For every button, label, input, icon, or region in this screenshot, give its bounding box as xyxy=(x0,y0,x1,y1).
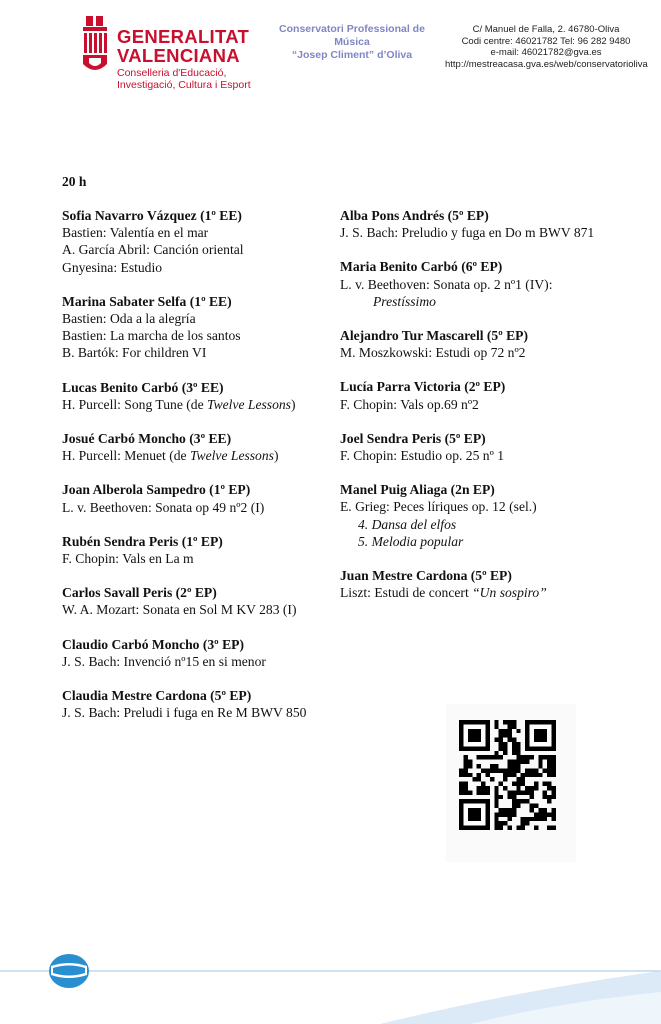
qr-code-icon[interactable] xyxy=(459,720,556,830)
program-entry xyxy=(340,327,630,361)
piece: Bastien: Oda a la alegría xyxy=(62,311,196,327)
piece: L. v. Beethoven: Sonata op. 2 nº1 (IV): xyxy=(340,276,553,292)
piece: H. Purcell: Menuet (de Twelve Lessons) xyxy=(62,448,279,464)
performer-name: Joan Alberola Sampedro (1º EP) xyxy=(62,482,251,498)
piece: H. Purcell: Song Tune (de Twelve Lessons) xyxy=(62,396,296,412)
performer-name: Rubén Sendra Peris (1º EP) xyxy=(62,533,223,549)
program-entry xyxy=(340,207,630,241)
performer-name: Juan Mestre Cardona (5º EP) xyxy=(340,568,512,584)
piece-movement: 5. Melodia popular xyxy=(358,533,464,549)
performer-name: Carlos Savall Peris (2º EP) xyxy=(62,585,217,601)
piece: Gnyesina: Estudio xyxy=(62,259,163,275)
performer-name: Lucía Parra Victoria (2º EP) xyxy=(340,379,506,395)
program-left-column xyxy=(62,207,334,738)
piece: J. S. Bach: Invenció nº15 en si menor xyxy=(62,653,266,669)
piece: J. S. Bach: Preludi i fuga en Re M BWV 850 xyxy=(62,705,307,721)
department-name: Conselleria d'Educació, Investigació, Cultura i Esport xyxy=(117,67,251,91)
program-entry xyxy=(62,430,334,464)
piece: F. Chopin: Estudio op. 25 nº 1 xyxy=(340,448,505,464)
performer-name: Claudio Carbó Moncho (3º EP) xyxy=(62,636,244,652)
piece: W. A. Mozart: Sonata en Sol M KV 283 (I) xyxy=(62,602,297,618)
program-entry xyxy=(340,258,630,310)
concert-time: 20 h xyxy=(62,174,87,189)
org-name: GENERALITAT VALENCIANA xyxy=(117,26,250,66)
footer-oval-logo-icon xyxy=(49,954,89,988)
piece: F. Chopin: Vals op.69 nº2 xyxy=(340,396,479,412)
program-right-column xyxy=(340,207,630,618)
program-entry xyxy=(62,533,334,567)
piece: A. García Abril: Canción oriental xyxy=(62,242,244,258)
generalitat-logo-icon xyxy=(80,14,114,78)
performer-name: Alba Pons Andrés (5º EP) xyxy=(340,208,489,223)
program-entry xyxy=(62,481,334,515)
program-entry xyxy=(62,584,334,618)
performer-name: Sofia Navarro Vázquez (1º EE) xyxy=(62,208,242,223)
footer-wave xyxy=(0,940,661,1024)
contact-email: e-mail: 46021782@gva.es xyxy=(490,47,602,59)
piece: B. Bartók: For children VI xyxy=(62,345,207,361)
program-entry xyxy=(340,567,630,601)
performer-name: Maria Benito Carbó (6º EP) xyxy=(340,259,503,275)
program-entry xyxy=(340,378,630,412)
program-entry xyxy=(62,379,334,413)
program-entry xyxy=(62,207,334,276)
piece-movement: Prestíssimo xyxy=(373,293,436,309)
piece: E. Grieg: Peces líriques op. 12 (sel.) xyxy=(340,499,537,515)
program-entry xyxy=(62,293,334,362)
contact-block xyxy=(445,24,647,71)
performer-name: Lucas Benito Carbó (3º EE) xyxy=(62,379,224,395)
program-entry xyxy=(62,687,334,721)
program-entry xyxy=(340,481,630,550)
conservatory-name: Conservatori Professional de Música “Josep Climent” d’Oliva xyxy=(279,23,425,61)
piece-movement: 4. Dansa del elfos xyxy=(358,516,457,532)
performer-name: Marina Sabater Selfa (1º EE) xyxy=(62,293,232,309)
performer-name: Josué Carbó Moncho (3º EE) xyxy=(62,431,232,447)
piece: F. Chopin: Vals en La m xyxy=(62,551,194,567)
contact-website: http://mestreacasa.gva.es/web/conservatorioliva xyxy=(445,59,648,71)
performer-name: Alejandro Tur Mascarell (5º EP) xyxy=(340,328,529,344)
performer-name: Manel Puig Aliaga (2n EP) xyxy=(340,482,495,498)
program-entry xyxy=(340,430,630,464)
contact-address: C/ Manuel de Falla, 2. 46780-Oliva xyxy=(472,24,620,35)
program-entry xyxy=(62,636,334,670)
performer-name: Joel Sendra Peris (5º EP) xyxy=(340,430,486,446)
piece: L. v. Beethoven: Sonata op 49 nº2 (I) xyxy=(62,499,265,515)
piece: J. S. Bach: Preludio y fuga en Do m BWV 871 xyxy=(340,225,595,241)
piece: M. Moszkowski: Estudi op 72 nº2 xyxy=(340,345,526,361)
piece: Bastien: La marcha de los santos xyxy=(62,328,241,344)
performer-name: Claudia Mestre Cardona (5º EP) xyxy=(62,688,252,704)
piece: Liszt: Estudi de concert “Un sospiro” xyxy=(340,585,547,601)
contact-code-phone: Codi centre: 46021782 Tel: 96 282 9480 xyxy=(461,35,631,47)
piece: Bastien: Valentía en el mar xyxy=(62,225,209,241)
